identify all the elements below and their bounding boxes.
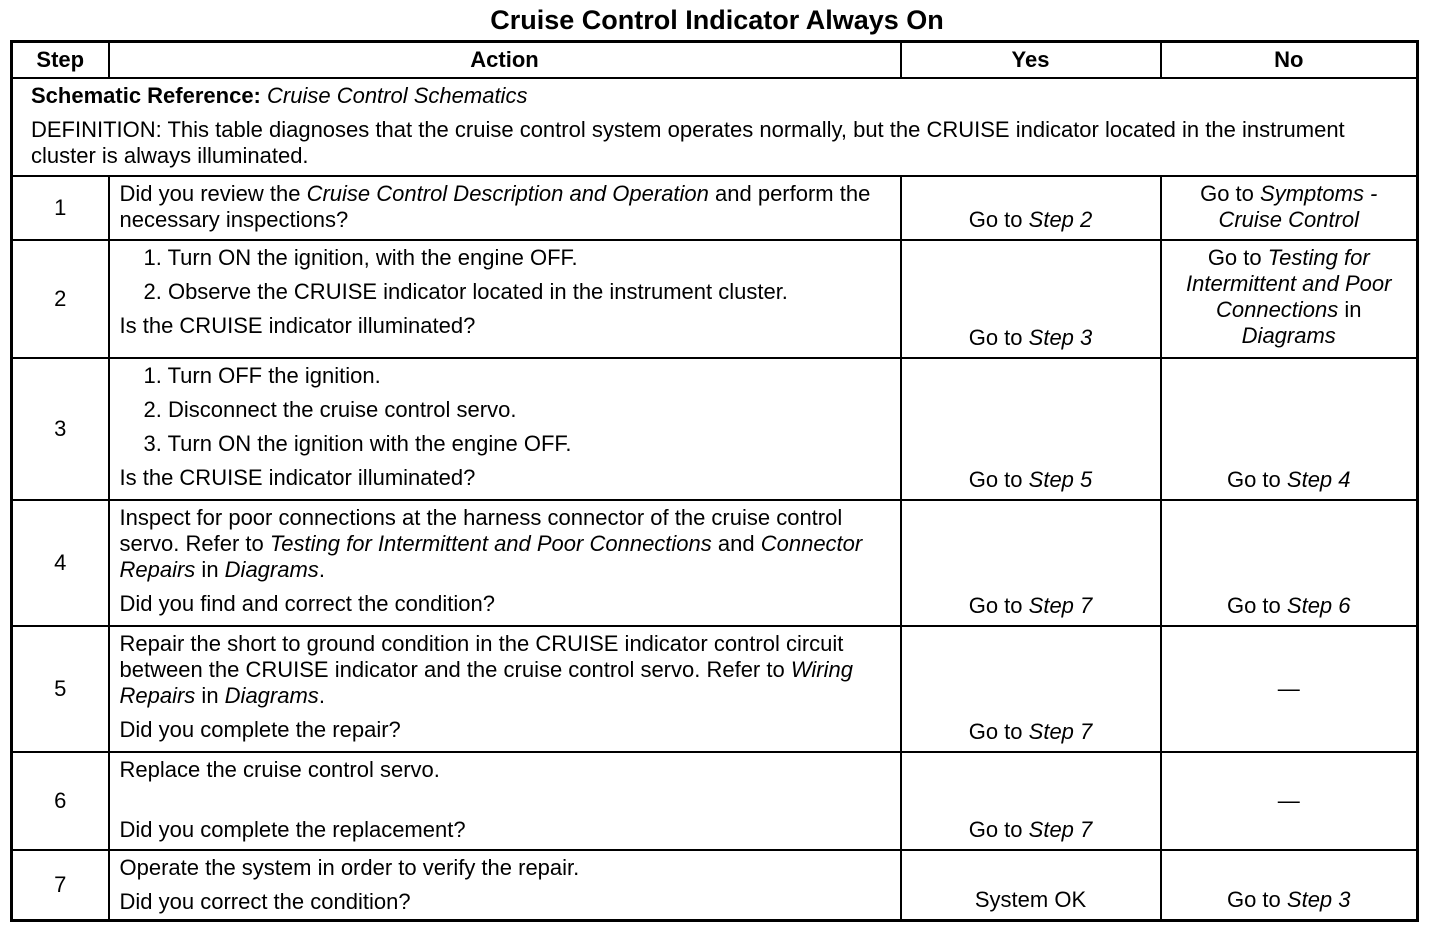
diagrams-link[interactable]: Diagrams	[1241, 323, 1336, 348]
action-cell: Operate the system in order to verify the repair. Did you correct the condition?	[109, 850, 901, 921]
description-link[interactable]: Cruise Control Description and Operation	[306, 181, 709, 206]
no-cell: Go to Step 3	[1161, 850, 1418, 921]
dash: —	[1277, 788, 1300, 813]
reference-row	[12, 78, 1418, 176]
table-row	[12, 358, 1418, 500]
no-cell	[1161, 752, 1418, 850]
no-step-link[interactable]: Testing for Intermittent and Poor Connections	[1186, 245, 1392, 322]
table-row	[12, 850, 1418, 921]
yes-step-link[interactable]: Step 3	[1028, 325, 1093, 350]
yes-cell: Go to Step 7	[901, 500, 1161, 626]
table-row	[12, 240, 1418, 358]
schematic-link[interactable]: Cruise Control Schematics	[267, 83, 528, 108]
step-number: 7	[12, 850, 109, 921]
yes-cell: Go to Step 5	[901, 358, 1161, 500]
action-cell: Replace the cruise control servo. Did you complete the replacement?	[109, 752, 901, 850]
yes-cell: Go to Step 7	[901, 752, 1161, 850]
no-cell: Go to Testing for Intermittent and Poor Connections in Diagrams	[1161, 240, 1418, 358]
no-step-link[interactable]: Symptoms - Cruise Control	[1218, 181, 1378, 232]
table-header-row	[12, 42, 1418, 79]
yes-cell: Go to Step 2	[901, 176, 1161, 240]
step-number: 6	[12, 752, 109, 850]
action-cell: 1. Turn OFF the ignition. 2. Disconnect the cruise control servo. 3. Turn ON the ignition with the engine OFF. Is the CRUISE indicator illuminated?	[109, 358, 901, 500]
diagnostic-table	[10, 40, 1419, 922]
no-step-link[interactable]: Step 3	[1286, 887, 1351, 912]
yes-step-link[interactable]: Step 7	[1028, 719, 1093, 744]
no-cell	[1161, 626, 1418, 752]
yes-step-link[interactable]: Step 5	[1028, 467, 1093, 492]
dash: —	[1277, 676, 1300, 701]
no-step-link[interactable]: Step 4	[1286, 467, 1351, 492]
system-ok-text: System OK	[974, 887, 1087, 912]
table-row	[12, 176, 1418, 240]
step-number: 4	[12, 500, 109, 626]
yes-step-link[interactable]: Step 2	[1028, 207, 1093, 232]
table-row	[12, 752, 1418, 850]
no-cell: Go to Step 4	[1161, 358, 1418, 500]
step-number: 3	[12, 358, 109, 500]
yes-step-link[interactable]: Step 7	[1028, 593, 1093, 618]
step-number: 2	[12, 240, 109, 358]
header-action: Action	[109, 42, 901, 79]
connector-repairs-link[interactable]: Connector Repairs	[119, 531, 863, 582]
definition-text: DEFINITION: This table diagnoses that the cruise control system operates normally, but the CRUISE indicator located in the instrument cluster is always illuminated.	[31, 117, 1345, 168]
no-cell: Go to Symptoms - Cruise Control	[1161, 176, 1418, 240]
action-cell: 1. Turn ON the ignition, with the engine OFF. 2. Observe the CRUISE indicator located in the instrument cluster. Is the CRUISE indicator illuminated?	[109, 240, 901, 358]
header-step: Step	[12, 42, 109, 79]
yes-cell	[901, 850, 1161, 921]
diagrams-link[interactable]: Diagrams	[224, 683, 319, 708]
wiring-repairs-link[interactable]: Wiring Repairs	[119, 657, 853, 708]
yes-step-link[interactable]: Step 7	[1028, 817, 1093, 842]
page-title: Cruise Control Indicator Always On	[490, 5, 944, 35]
schematic-label: Schematic Reference:	[31, 83, 261, 108]
table-row	[12, 500, 1418, 626]
header-yes: Yes	[901, 42, 1161, 79]
action-cell: Inspect for poor connections at the harness connector of the cruise control servo. Refer to Testing for Intermittent and Poor Connections and Connector Repairs in Diagrams. Did you find and correct the condition?	[109, 500, 901, 626]
reference-cell	[12, 78, 1418, 176]
no-step-link[interactable]: Step 6	[1286, 593, 1351, 618]
yes-cell: Go to Step 3	[901, 240, 1161, 358]
table-row	[12, 626, 1418, 752]
step-number: 1	[12, 176, 109, 240]
action-cell: Repair the short to ground condition in the CRUISE indicator control circuit between the CRUISE indicator and the cruise control servo. Refer to Wiring Repairs in Diagrams. Did you complete the repair?	[109, 626, 901, 752]
yes-cell: Go to Step 7	[901, 626, 1161, 752]
no-cell: Go to Step 6	[1161, 500, 1418, 626]
testing-link[interactable]: Testing for Intermittent and Poor Connections	[269, 531, 712, 556]
step-number: 5	[12, 626, 109, 752]
header-no: No	[1161, 42, 1418, 79]
diagrams-link[interactable]: Diagrams	[224, 557, 319, 582]
action-cell: Did you review the Cruise Control Description and Operation and perform the necessary inspections?	[109, 176, 901, 240]
